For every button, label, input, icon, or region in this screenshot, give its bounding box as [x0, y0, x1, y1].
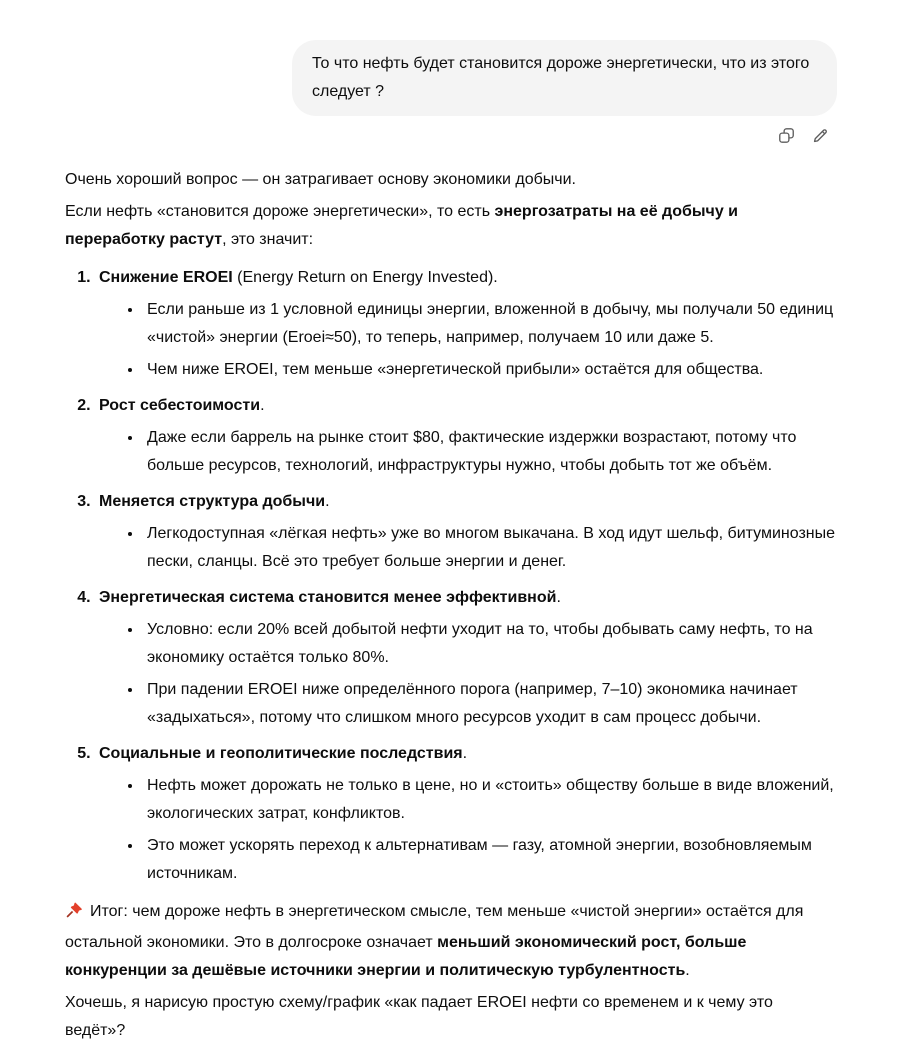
bullet-item: • Даже если баррель на рынке стоит $80, фактические издержки возрастают, потому что больше ресурсов, технологий, инфраструктуры нужно, чтобы добыть тот же объём.	[143, 424, 837, 480]
assistant-message	[65, 166, 837, 1045]
list-item	[95, 264, 837, 384]
message-actions	[65, 120, 837, 150]
bullet-item: • Нефть может дорожать не только в цене, но и «стоить» обществу больше в виде вложений, экологических затрат, конфликтов.	[143, 772, 837, 828]
list-item-title: 1. Снижение EROEI (Energy Return on Energy Invested).	[99, 269, 498, 286]
bullet-item: • Условно: если 20% всей добытой нефти уходит на то, чтобы добывать саму нефть, то на экономику остаётся только 80%.	[143, 616, 837, 672]
list-item	[95, 392, 837, 480]
bullet-list	[99, 424, 837, 480]
bullet-list	[99, 296, 837, 384]
bullet-list	[99, 616, 837, 732]
bullet-list	[99, 772, 837, 888]
closing-paragraph: Хочешь, я нарисую простую схему/график «как падает EROEI нефти со временем и к чему это ведёт»?	[65, 994, 773, 1039]
pushpin-icon	[65, 901, 83, 929]
numbered-list	[65, 264, 837, 888]
bullet-item: • При падении EROEI ниже определённого порога (например, 7–10) экономика начинает «задыхаться», потому что слишком много ресурсов уходит в сам процесс добычи.	[143, 676, 837, 732]
list-item	[95, 488, 837, 576]
user-message-bubble	[292, 40, 837, 116]
user-message-text: То что нефть будет становится дороже энергетически, что из этого следует ?	[312, 55, 810, 100]
bullet-item: • Это может ускорять переход к альтернативам — газу, атомной энергии, возобновляемым источникам.	[143, 832, 837, 888]
bullet-item: • Если раньше из 1 условной единицы энергии, вложенной в добычу, мы получали 50 единиц «чистой» энергии (Eroei≈50), то теперь, например, получаем 10 или даже 5.	[143, 296, 837, 352]
summary-paragraph	[65, 898, 837, 985]
list-item-title: 2. Рост себестоимости.	[99, 397, 265, 414]
edit-icon	[811, 126, 830, 145]
bullet-item: • Легкодоступная «лёгкая нефть» уже во многом выкачана. В ход идут шельф, битуминозные пески, сланцы. Всё это требует больше энергии и денег.	[143, 520, 837, 576]
list-item	[95, 740, 837, 888]
user-message-row	[65, 40, 837, 116]
assistant-paragraph-2: Если нефть «становится дороже энергетически», то есть энергозатраты на её добычу и переработку растут, это значит:	[65, 203, 738, 248]
edit-button[interactable]	[805, 120, 835, 150]
bullet-item: • Чем ниже EROEI, тем меньше «энергетической прибыли» остаётся для общества.	[143, 356, 837, 384]
list-item	[95, 584, 837, 732]
assistant-paragraph-1: Очень хороший вопрос — он затрагивает основу экономики добычи.	[65, 171, 576, 188]
list-item-title: 3. Меняется структура добычи.	[99, 493, 330, 510]
list-item-title: 4. Энергетическая система становится менее эффективной.	[99, 589, 561, 606]
bullet-list	[99, 520, 837, 576]
copy-icon	[777, 126, 796, 145]
copy-button[interactable]	[771, 120, 801, 150]
summary-text: Итог: чем дороже нефть в энергетическом смысле, тем меньше «чистой энергии» остаётся для остальной экономики. Это в долгосроке означает меньший экономический рост, больше конкуренции за дешёвые источники энергии и политическую турбулентность.	[65, 903, 804, 979]
list-item-title: 5. Социальные и геополитические последствия.	[99, 745, 468, 762]
